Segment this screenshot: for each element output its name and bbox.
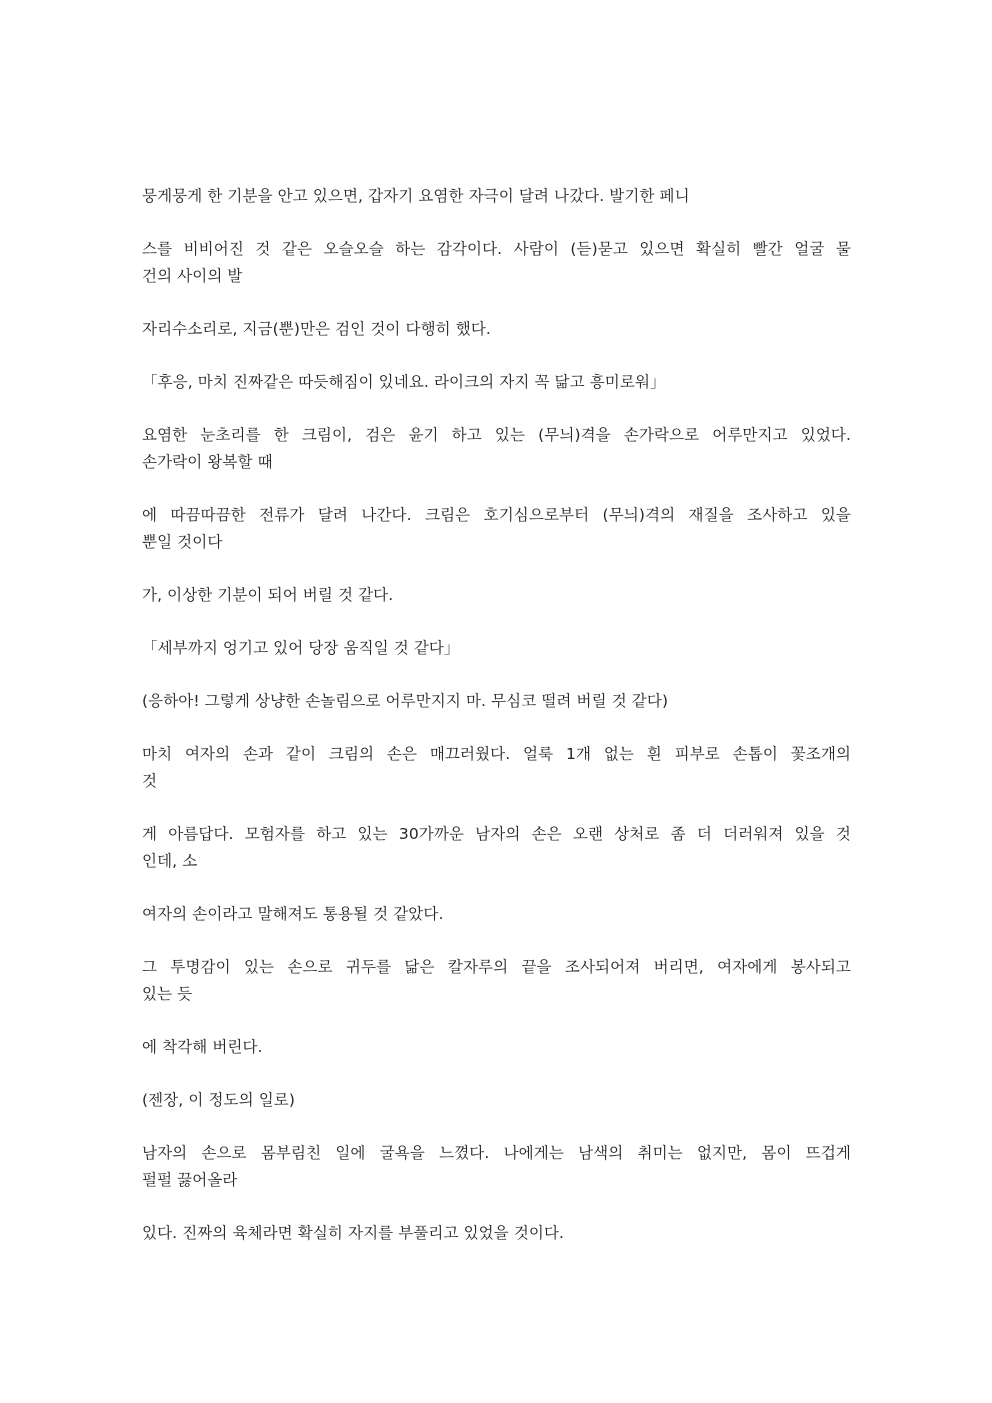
paragraph: [142, 369, 851, 396]
text-line: 게 아름답다. 모험자를 하고 있는 30가까운 남자의 손은 오랜 상처로 좀 더 더러워져 있을 것: [142, 825, 851, 843]
paragraph: [142, 236, 851, 290]
body-text: [142, 183, 851, 1273]
text-line: 그 투명감이 있는 손으로 귀두를 닮은 칼자루의 끝을 조사되어져 버리면, 여자에게 봉사되고: [142, 958, 851, 976]
paragraph: [142, 821, 851, 875]
text-line: 펄펄 끓어올라: [142, 1171, 238, 1189]
text-line: 인데, 소: [142, 852, 198, 870]
paragraph: [142, 183, 851, 210]
paragraph: [142, 316, 851, 343]
text-line: 건의 사이의 발: [142, 267, 243, 285]
text-line: 있다. 진짜의 육체라면 확실히 자지를 부풀리고 있었을 것이다.: [142, 1224, 565, 1242]
text-line: 스를 비비어진 것 같은 오슬오슬 하는 감각이다. 사람이 (듣)묻고 있으면 확실히 빨간 얼굴 물: [142, 240, 851, 258]
text-line: 것: [142, 772, 158, 790]
paragraph: [142, 502, 851, 556]
text-line: 에 따끔따끔한 전류가 달려 나간다. 크림은 호기심으로부터 (무늬)격의 재질을 조사하고 있을: [142, 506, 851, 524]
paragraph: [142, 901, 851, 928]
paragraph: [142, 582, 851, 609]
text-line: 있는 듯: [142, 985, 193, 1003]
text-line: 「세부까지 엉기고 있어 당장 움직일 것 같다」: [142, 639, 460, 657]
text-line: 요염한 눈초리를 한 크림이, 검은 윤기 하고 있는 (무늬)격을 손가락으로 어루만지고 있었다.: [142, 426, 851, 444]
text-line: 여자의 손이라고 말해져도 통용될 것 같았다.: [142, 905, 444, 923]
paragraph: [142, 688, 851, 715]
paragraph: [142, 1087, 851, 1114]
paragraph: [142, 1140, 851, 1194]
paragraph: [142, 1220, 851, 1247]
text-line: (젠장, 이 정도의 일로): [142, 1091, 295, 1109]
text-line: 남자의 손으로 몸부림친 일에 굴욕을 느꼈다. 나에게는 남색의 취미는 없지만, 몸이 뜨겁게: [142, 1144, 851, 1162]
text-line: 에 착각해 버린다.: [142, 1038, 263, 1056]
text-line: 마치 여자의 손과 같이 크림의 손은 매끄러웠다. 얼룩 1개 없는 흰 피부로 손톱이 꽃조개의: [142, 745, 851, 763]
text-line: 손가락이 왕복할 때: [142, 453, 273, 471]
text-line: 뭉게뭉게 한 기분을 안고 있으면, 갑자기 요염한 자극이 달려 나갔다. 발기한 페니: [142, 187, 690, 205]
text-line: 가, 이상한 기분이 되어 버릴 것 같다.: [142, 586, 394, 604]
text-line: (응하아! 그렇게 상냥한 손놀림으로 어루만지지 마. 무심코 떨려 버릴 것 같다): [142, 692, 669, 710]
paragraph: [142, 954, 851, 1008]
paragraph: [142, 422, 851, 476]
text-line: 자리수소리로, 지금(뿐)만은 검인 것이 다행히 했다.: [142, 320, 491, 338]
paragraph: [142, 1034, 851, 1061]
paragraph: [142, 635, 851, 662]
text-line: 뿐일 것이다: [142, 533, 223, 551]
paragraph: [142, 741, 851, 795]
text-line: 「후응, 마치 진짜같은 따듯해짐이 있네요. 라이크의 자지 꼭 닮고 흥미로워」: [142, 373, 666, 391]
